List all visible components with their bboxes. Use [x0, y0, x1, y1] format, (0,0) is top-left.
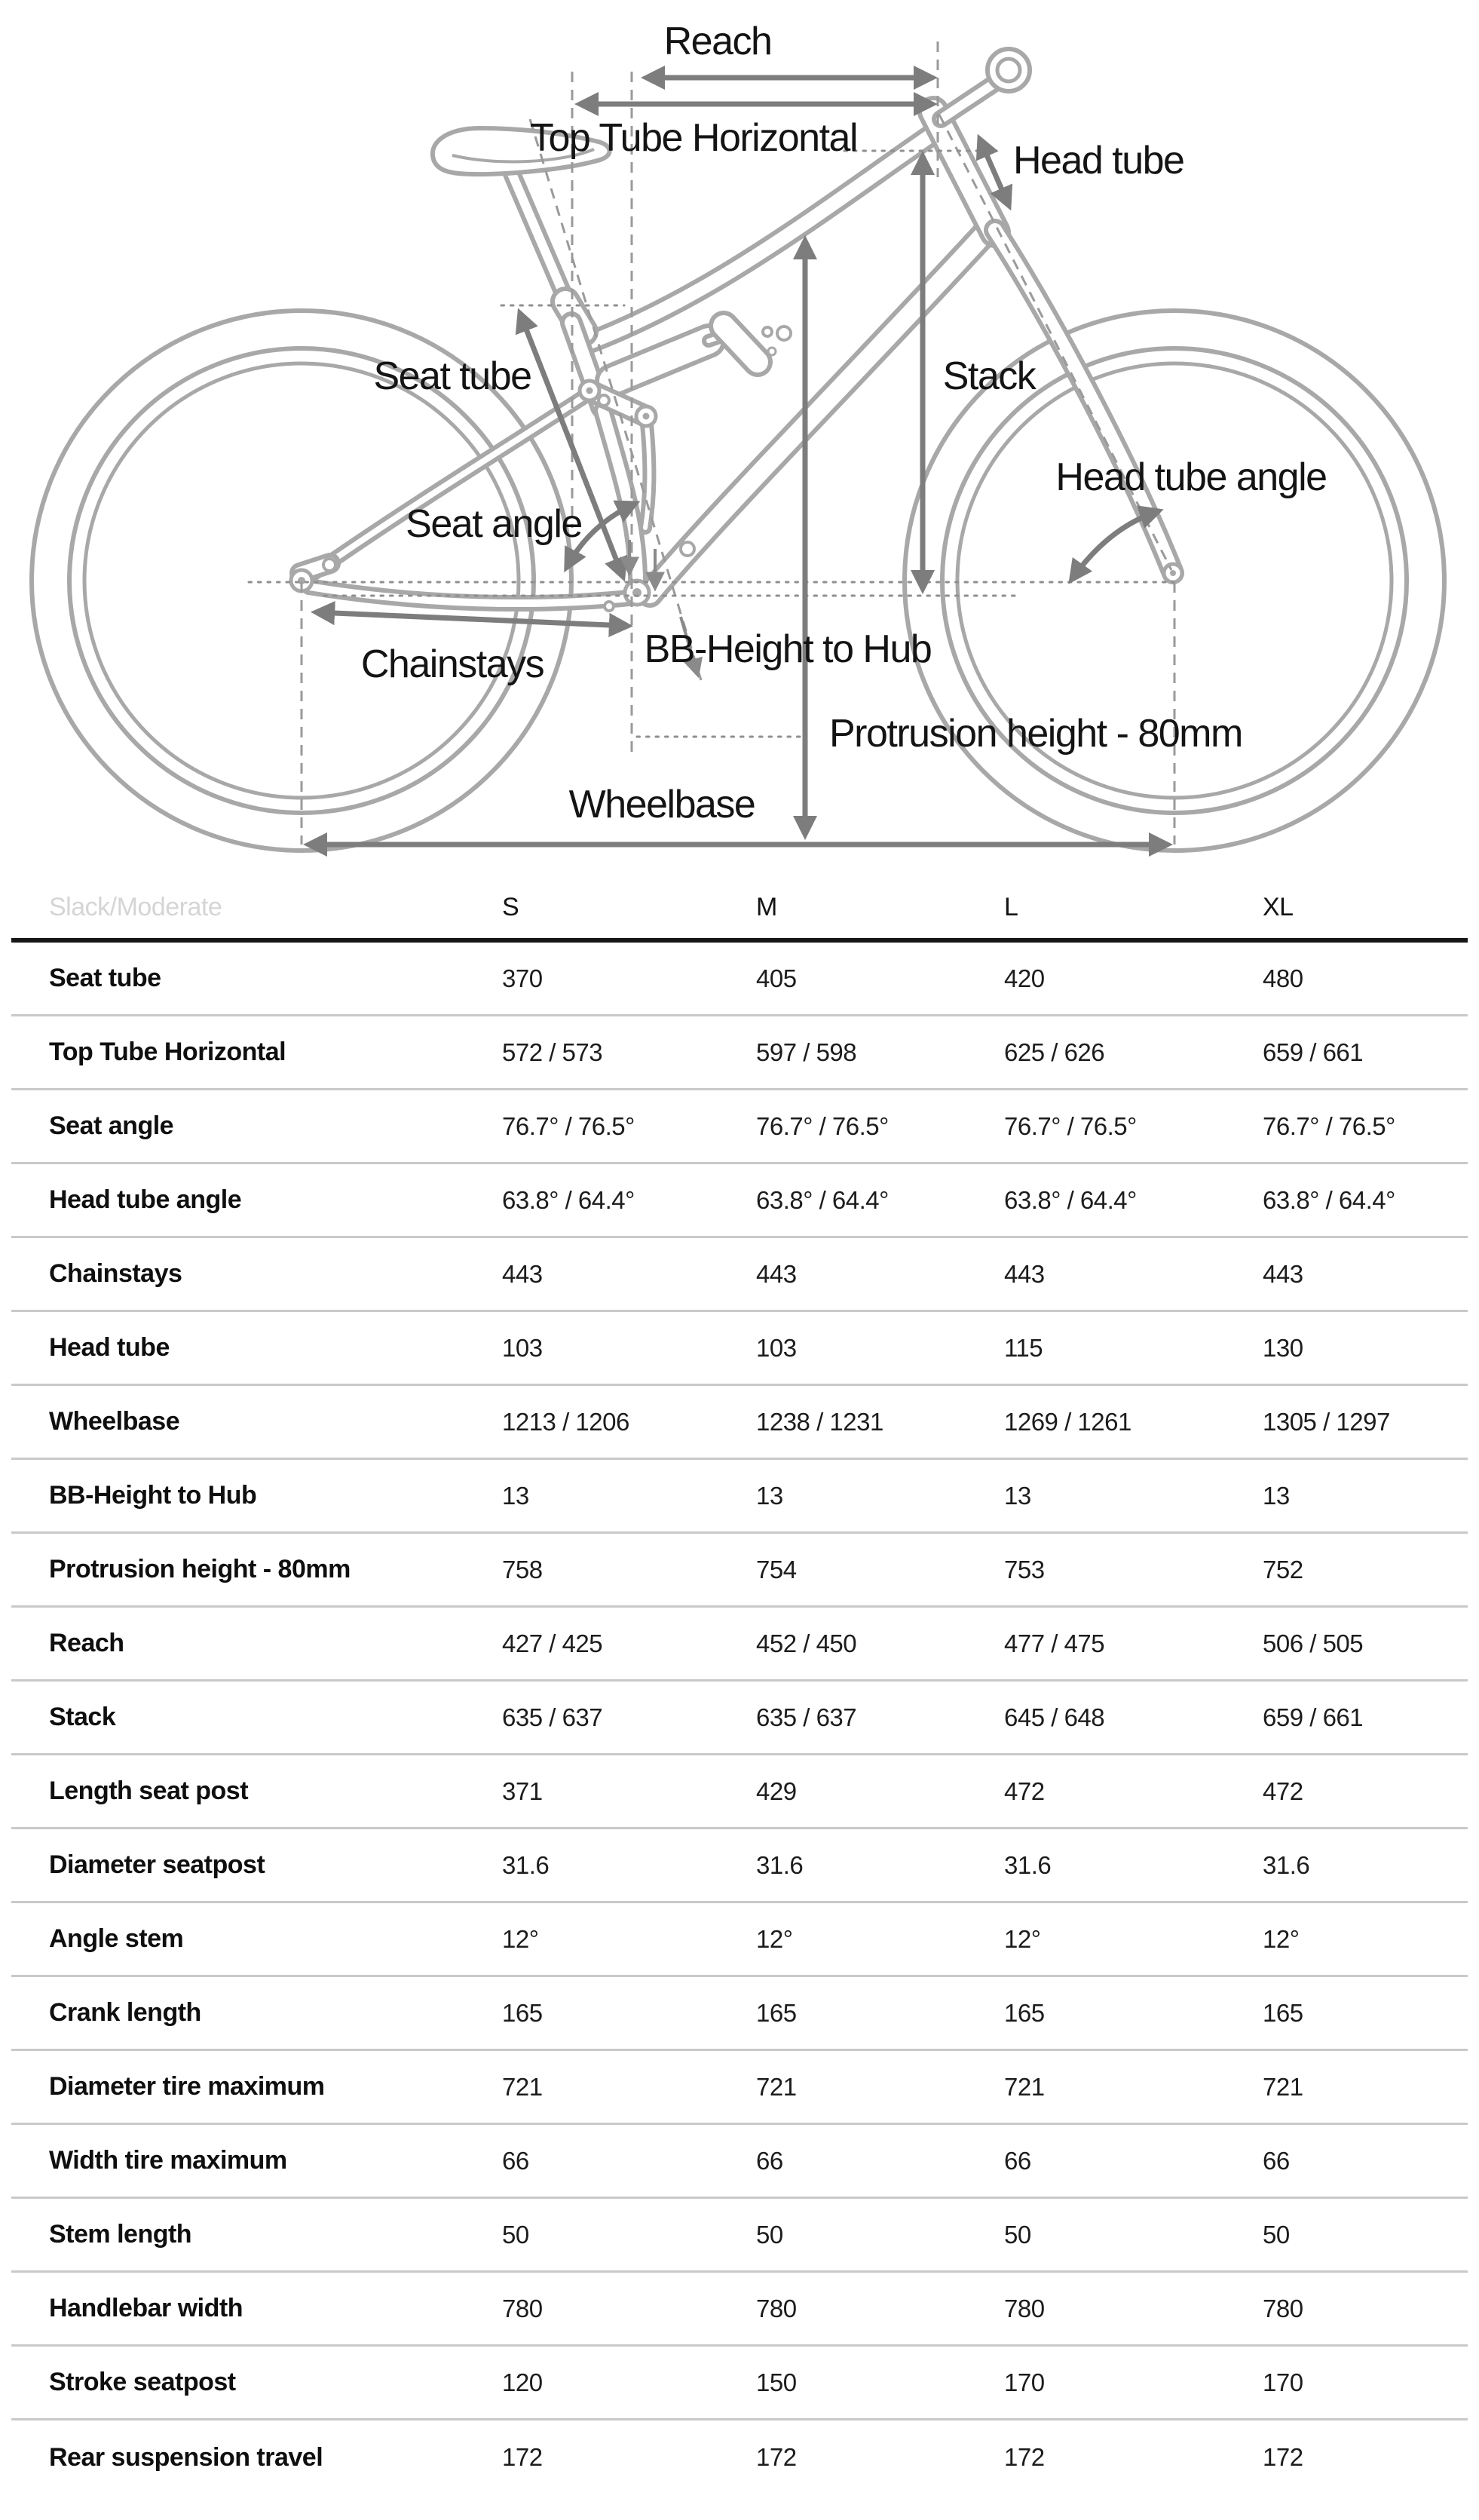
row-label: Handlebar width — [49, 2294, 243, 2322]
table-header-row — [11, 876, 1468, 943]
row-value-s: 103 — [502, 1333, 543, 1362]
row-label: BB-Height to Hub — [49, 1481, 257, 1510]
table-row — [11, 1386, 1468, 1460]
chainstays-label: Chainstays — [360, 642, 544, 686]
table-row — [11, 1090, 1468, 1164]
row-value-l: 165 — [1004, 1998, 1045, 2027]
row-value-l: 170 — [1004, 2368, 1045, 2396]
row-value-s: 13 — [502, 1481, 529, 1510]
row-value-l: 780 — [1004, 2294, 1045, 2322]
row-value-s: 31.6 — [502, 1850, 550, 1879]
table-row — [11, 1164, 1468, 1238]
row-value-m: 165 — [756, 1998, 797, 2027]
row-value-l: 443 — [1004, 1259, 1045, 1288]
table-row — [11, 2347, 1468, 2420]
reach-label: Reach — [663, 20, 772, 63]
table-row — [11, 1016, 1468, 1090]
table-row — [11, 1460, 1468, 1534]
geometry-table — [11, 876, 1468, 2494]
row-value-s: 371 — [502, 1777, 543, 1805]
table-row — [11, 1534, 1468, 1608]
row-label: Stack — [49, 1703, 116, 1731]
table-row — [11, 2051, 1468, 2125]
row-value-xl: 63.8° / 64.4° — [1263, 1185, 1395, 1214]
row-value-m: 597 / 598 — [756, 1038, 857, 1066]
table-row — [11, 1682, 1468, 1755]
row-label: Chainstays — [49, 1259, 182, 1288]
table-row — [11, 1755, 1468, 1829]
table-row — [11, 1238, 1468, 1312]
row-value-s: 443 — [502, 1259, 543, 1288]
row-value-l: 66 — [1004, 2146, 1031, 2175]
row-label: Protrusion height - 80mm — [49, 1555, 351, 1583]
row-value-xl: 170 — [1263, 2368, 1303, 2396]
row-value-l: 12° — [1004, 1924, 1041, 1953]
row-value-m: 443 — [756, 1259, 797, 1288]
row-value-xl: 480 — [1263, 964, 1303, 992]
row-value-m: 150 — [756, 2368, 797, 2396]
row-value-m: 76.7° / 76.5° — [756, 1111, 889, 1140]
stack-label: Stack — [942, 354, 1036, 398]
row-value-m: 429 — [756, 1777, 797, 1805]
row-value-s: 572 / 573 — [502, 1038, 603, 1066]
row-label: Length seat post — [49, 1777, 249, 1805]
row-value-m: 31.6 — [756, 1850, 804, 1879]
table-row — [11, 1977, 1468, 2051]
top-tube-horizontal-label: Top Tube Horizontal — [530, 116, 857, 160]
head-tube-angle-label: Head tube angle — [1055, 455, 1327, 499]
table-row — [11, 1312, 1468, 1386]
row-value-xl: 12° — [1263, 1924, 1300, 1953]
row-value-m: 172 — [756, 2443, 797, 2471]
row-value-xl: 66 — [1263, 2146, 1290, 2175]
row-value-l: 50 — [1004, 2220, 1031, 2249]
row-value-m: 66 — [756, 2146, 783, 2175]
table-row — [11, 2273, 1468, 2347]
row-value-m: 13 — [756, 1481, 783, 1510]
row-value-m: 754 — [756, 1555, 797, 1583]
row-value-l: 472 — [1004, 1777, 1045, 1805]
row-value-l: 1269 / 1261 — [1004, 1407, 1131, 1436]
row-value-xl: 752 — [1263, 1555, 1303, 1583]
row-value-s: 12° — [502, 1924, 539, 1953]
row-label: Top Tube Horizontal — [49, 1038, 286, 1066]
row-value-s: 721 — [502, 2072, 543, 2101]
row-label: Width tire maximum — [49, 2146, 287, 2175]
row-value-xl: 443 — [1263, 1259, 1303, 1288]
row-value-s: 76.7° / 76.5° — [502, 1111, 635, 1140]
row-label: Diameter tire maximum — [49, 2072, 325, 2101]
row-value-l: 625 / 626 — [1004, 1038, 1105, 1066]
row-label: Angle stem — [49, 1924, 184, 1953]
row-value-s: 63.8° / 64.4° — [502, 1185, 635, 1214]
row-value-l: 76.7° / 76.5° — [1004, 1111, 1137, 1140]
row-label: Reach — [49, 1629, 124, 1657]
row-value-m: 103 — [756, 1333, 797, 1362]
row-label: Seat angle — [49, 1111, 174, 1140]
row-value-s: 427 / 425 — [502, 1629, 603, 1657]
row-value-l: 31.6 — [1004, 1850, 1052, 1879]
row-label: Stroke seatpost — [49, 2368, 236, 2396]
row-value-m: 63.8° / 64.4° — [756, 1185, 889, 1214]
table-header-size-m: M — [756, 892, 777, 921]
wheelbase-label: Wheelbase — [568, 783, 755, 826]
table-row — [11, 2420, 1468, 2494]
seat-tube-label: Seat tube — [373, 354, 531, 398]
row-value-xl: 659 / 661 — [1263, 1703, 1364, 1731]
chainstays-arrow — [317, 612, 627, 626]
row-value-s: 370 — [502, 964, 543, 992]
row-value-s: 165 — [502, 1998, 543, 2027]
head-tube-label: Head tube — [1013, 139, 1184, 182]
protrusion-height-label: Protrusion height - 80mm — [829, 712, 1242, 756]
row-value-s: 66 — [502, 2146, 529, 2175]
row-value-l: 172 — [1004, 2443, 1045, 2471]
row-label: Stem length — [49, 2220, 192, 2249]
row-label: Diameter seatpost — [49, 1850, 265, 1879]
table-row — [11, 1829, 1468, 1903]
table-row — [11, 1903, 1468, 1977]
row-value-s: 50 — [502, 2220, 529, 2249]
table-row — [11, 943, 1468, 1016]
table-row — [11, 2125, 1468, 2199]
row-value-s: 635 / 637 — [502, 1703, 603, 1731]
row-value-m: 50 — [756, 2220, 783, 2249]
row-value-m: 452 / 450 — [756, 1629, 857, 1657]
table-header-variant: Slack/Moderate — [49, 892, 222, 921]
row-value-m: 405 — [756, 964, 797, 992]
row-value-l: 420 — [1004, 964, 1045, 992]
seat-angle-label: Seat angle — [406, 502, 582, 546]
table-header-size-xl: XL — [1263, 892, 1294, 921]
row-value-xl: 172 — [1263, 2443, 1303, 2471]
row-value-xl: 780 — [1263, 2294, 1303, 2322]
row-value-xl: 50 — [1263, 2220, 1290, 2249]
row-value-l: 115 — [1004, 1333, 1043, 1362]
row-value-m: 780 — [756, 2294, 797, 2322]
row-value-m: 12° — [756, 1924, 793, 1953]
row-value-l: 13 — [1004, 1481, 1031, 1510]
row-value-m: 1238 / 1231 — [756, 1407, 883, 1436]
row-value-s: 1213 / 1206 — [502, 1407, 629, 1436]
table-body — [11, 943, 1468, 2494]
row-value-xl: 13 — [1263, 1481, 1290, 1510]
row-value-l: 645 / 648 — [1004, 1703, 1105, 1731]
row-value-xl: 506 / 505 — [1263, 1629, 1364, 1657]
row-label: Wheelbase — [49, 1407, 180, 1436]
row-value-s: 120 — [502, 2368, 543, 2396]
row-label: Head tube angle — [49, 1185, 242, 1214]
row-value-xl: 76.7° / 76.5° — [1263, 1111, 1395, 1140]
row-value-s: 780 — [502, 2294, 543, 2322]
row-value-xl: 165 — [1263, 1998, 1303, 2027]
row-label: Seat tube — [49, 964, 161, 992]
row-value-s: 172 — [502, 2443, 543, 2471]
row-value-l: 477 / 475 — [1004, 1629, 1105, 1657]
bb-height-to-hub-label: BB-Height to Hub — [644, 627, 932, 671]
table-header-size-s: S — [502, 892, 519, 921]
row-value-m: 635 / 637 — [756, 1703, 857, 1731]
row-value-xl: 1305 / 1297 — [1263, 1407, 1390, 1436]
row-value-xl: 472 — [1263, 1777, 1303, 1805]
table-header-size-l: L — [1004, 892, 1018, 921]
row-value-s: 758 — [502, 1555, 543, 1583]
row-value-l: 63.8° / 64.4° — [1004, 1185, 1137, 1214]
row-value-l: 753 — [1004, 1555, 1045, 1583]
row-value-xl: 721 — [1263, 2072, 1303, 2101]
table-row — [11, 2199, 1468, 2273]
bike-geometry-diagram — [0, 0, 1479, 875]
row-label: Head tube — [49, 1333, 170, 1362]
row-value-m: 721 — [756, 2072, 797, 2101]
row-value-xl: 130 — [1263, 1333, 1303, 1362]
row-value-xl: 659 / 661 — [1263, 1038, 1364, 1066]
row-value-l: 721 — [1004, 2072, 1045, 2101]
table-row — [11, 1608, 1468, 1682]
row-value-xl: 31.6 — [1263, 1850, 1310, 1879]
row-label: Rear suspension travel — [49, 2442, 323, 2472]
row-label: Crank length — [49, 1998, 201, 2027]
